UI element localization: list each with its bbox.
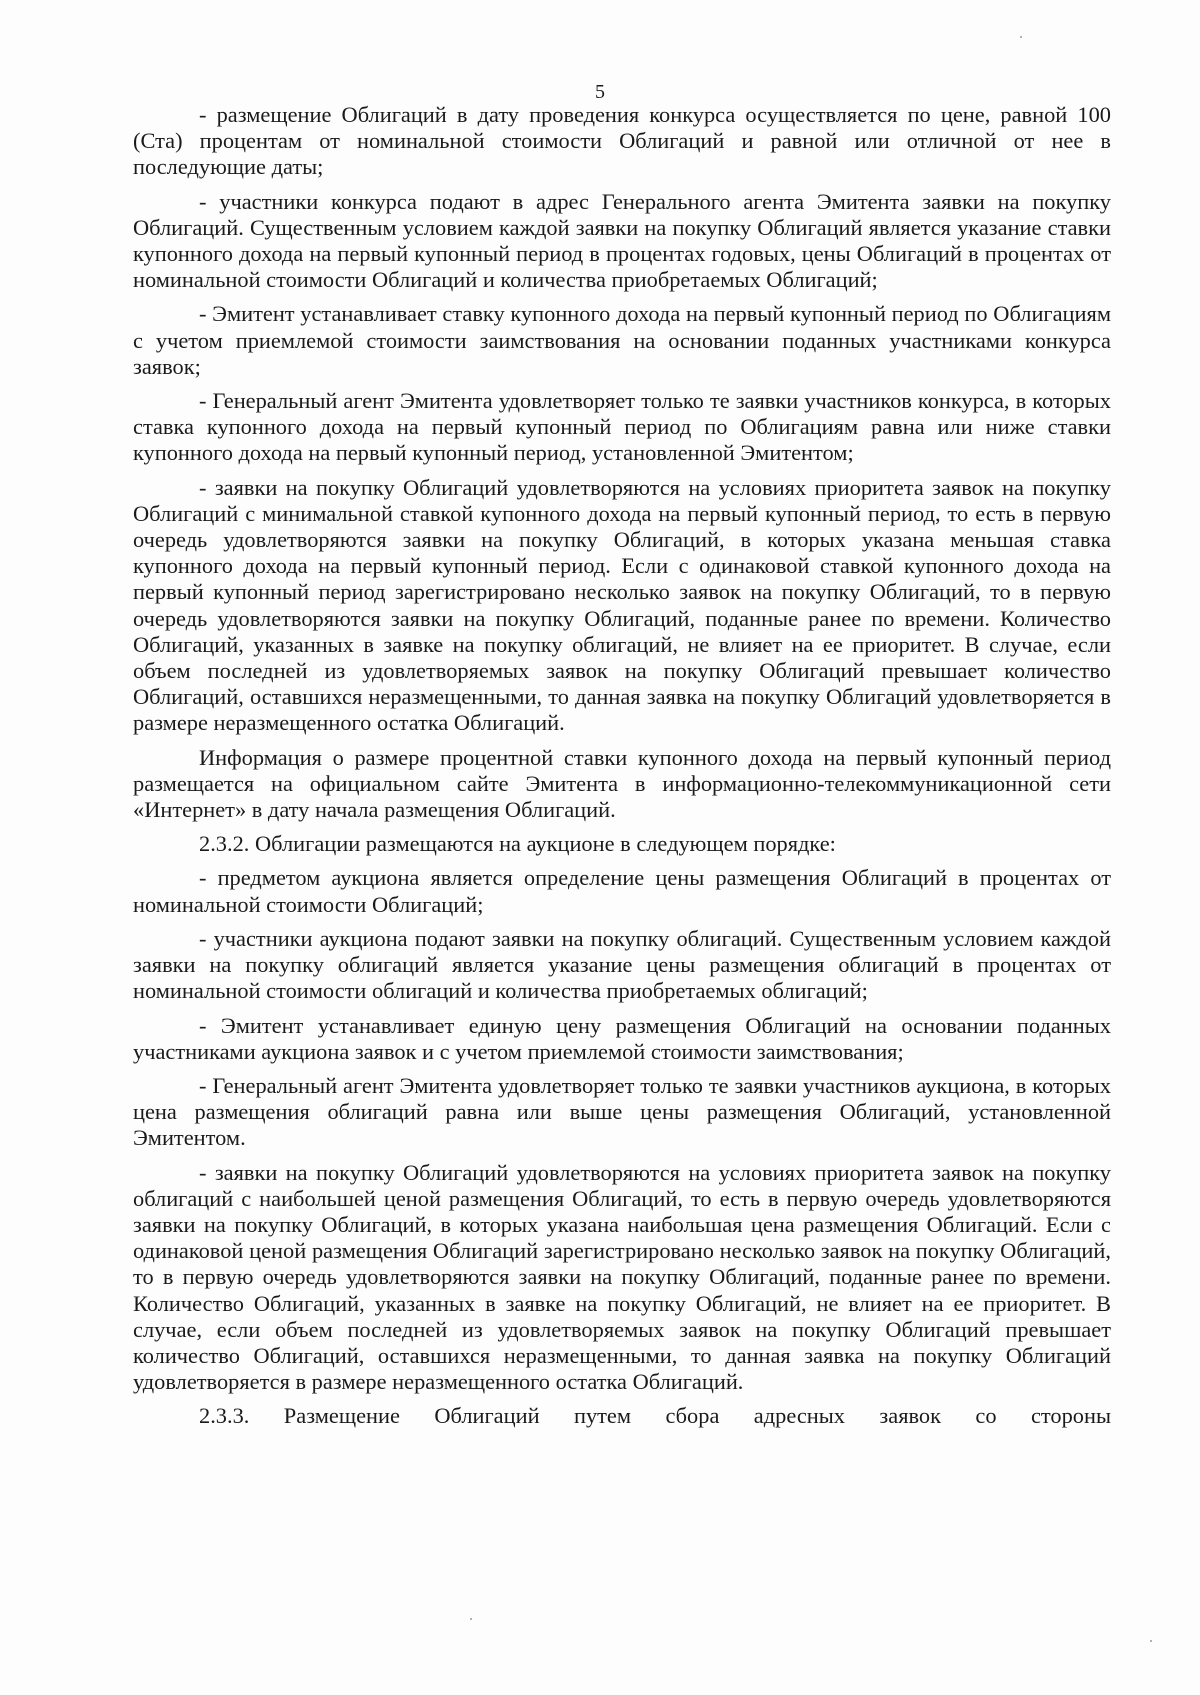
paragraph-auction-priority: - заявки на покупку Облигаций удовлетворяются на условиях приоритета заявок на покупку облигаций с наибольшей ценой размещения Облигаций, то есть в первую очередь удовлетворяются заявки на покупку Облигаций, в которых указана наибольшая цена размещения Облигаций. Если с одинаковой ценой размещения Облигаций зарегистрировано несколько заявок на покупку Облигаций, то в первую очередь удовлетворяются заявки на покупку Облигаций, поданные ранее по времени. Количество Облигаций, указанных в заявке на покупку Облигаций, не влияет на ее приоритет. В случае, если объем последней из удовлетворяемых заявок на покупку Облигаций превышает количество Облигаций, оставшихся неразмещенными, то данная заявка на покупку Облигаций удовлетворяется в размере неразмещенного остатка Облигаций.: [133, 1159, 1111, 1395]
paragraph-issuer-sets-rate: - Эмитент устанавливает ставку купонного дохода на первый купонный период по Облигациям с учетом приемлемой стоимости заимствования на основании поданных участниками конкурса заявок;: [133, 301, 1111, 379]
scan-speck: [1020, 36, 1022, 38]
paragraph-contest-priority: - заявки на покупку Облигаций удовлетворяются на условиях приоритета заявок на покупку Облигаций с минимальной ставкой купонного дохода на первый купонный период, то есть в первую очередь удовлетворяются заявки на покупку Облигаций, в которых указана меньшая ставка купонного дохода на первый купонный период. Если с одинаковой ставкой купонного дохода на первый купонный период зарегистрировано несколько заявок на покупку Облигаций, то в первую очередь удовлетворяются заявки на покупку Облигаций, поданные ранее по времени. Количество Облигаций, указанных в заявке на покупку облигаций, не влияет на ее приоритет. В случае, если объем последней из удовлетворяемых заявок на покупку Облигаций превышает количество Облигаций, оставшихся неразмещенными, то данная заявка на покупку Облигаций удовлетворяется в размере неразмещенного остатка Облигаций.: [133, 474, 1111, 736]
paragraph-section-2-3-3: 2.3.3. Размещение Облигаций путем сбора адресных заявок со стороны: [199, 1403, 1111, 1429]
scan-speck: [1150, 1640, 1152, 1642]
paragraph-agent-satisfies-contest: - Генеральный агент Эмитента удовлетворяет только те заявки участников конкурса, в которых ставка купонного дохода на первый купонный период по Облигациям равна или ниже ставки купонного дохода на первый купонный период, установленной Эмитентом;: [133, 388, 1111, 466]
paragraph-auction-bids: - участники аукциона подают заявки на покупку облигаций. Существенным условием каждой заявки на покупку облигаций является указание цены размещения облигаций в процентах от номинальной стоимости облигаций и количества приобретаемых облигаций;: [133, 925, 1111, 1004]
paragraph-auction-subject: - предметом аукциона является определение цены размещения Облигаций в процентах от номинальной стоимости Облигаций;: [133, 865, 1111, 917]
page-number: 5: [595, 81, 605, 103]
scan-speck: [470, 1618, 472, 1620]
paragraph-placement-price: - размещение Облигаций в дату проведения конкурса осуществляется по цене, равной 100 (Ста) процентам от номинальной стоимости Облигаций и равной или отличной от нее в последующие даты;: [133, 102, 1111, 180]
document-body: [133, 102, 1111, 1430]
paragraph-rate-information: Информация о размере процентной ставки купонного дохода на первый купонный период размещается на официальном сайте Эмитента в информационно-телекоммуникационной сети «Интернет» в дату начала размещения Облигаций.: [133, 744, 1111, 823]
paragraph-agent-satisfies-auction: - Генеральный агент Эмитента удовлетворяет только те заявки участников аукциона, в которых цена размещения облигаций равна или выше цены размещения Облигаций, установленной Эмитентом.: [133, 1072, 1111, 1151]
paragraph-contest-bids: - участники конкурса подают в адрес Генерального агента Эмитента заявки на покупку Облигаций. Существенным условием каждой заявки на покупку Облигаций является указание ставки купонного дохода на первый купонный период в процентах годовых, цены Облигаций в процентах от номинальной стоимости Облигаций и количества приобретаемых Облигаций;: [133, 188, 1111, 293]
paragraph-section-2-3-2: 2.3.2. Облигации размещаются на аукционе в следующем порядке:: [199, 831, 836, 857]
paragraph-issuer-sets-price: - Эмитент устанавливает единую цену размещения Облигаций на основании поданных участниками аукциона заявок и с учетом приемлемой стоимости заимствования;: [133, 1012, 1111, 1064]
